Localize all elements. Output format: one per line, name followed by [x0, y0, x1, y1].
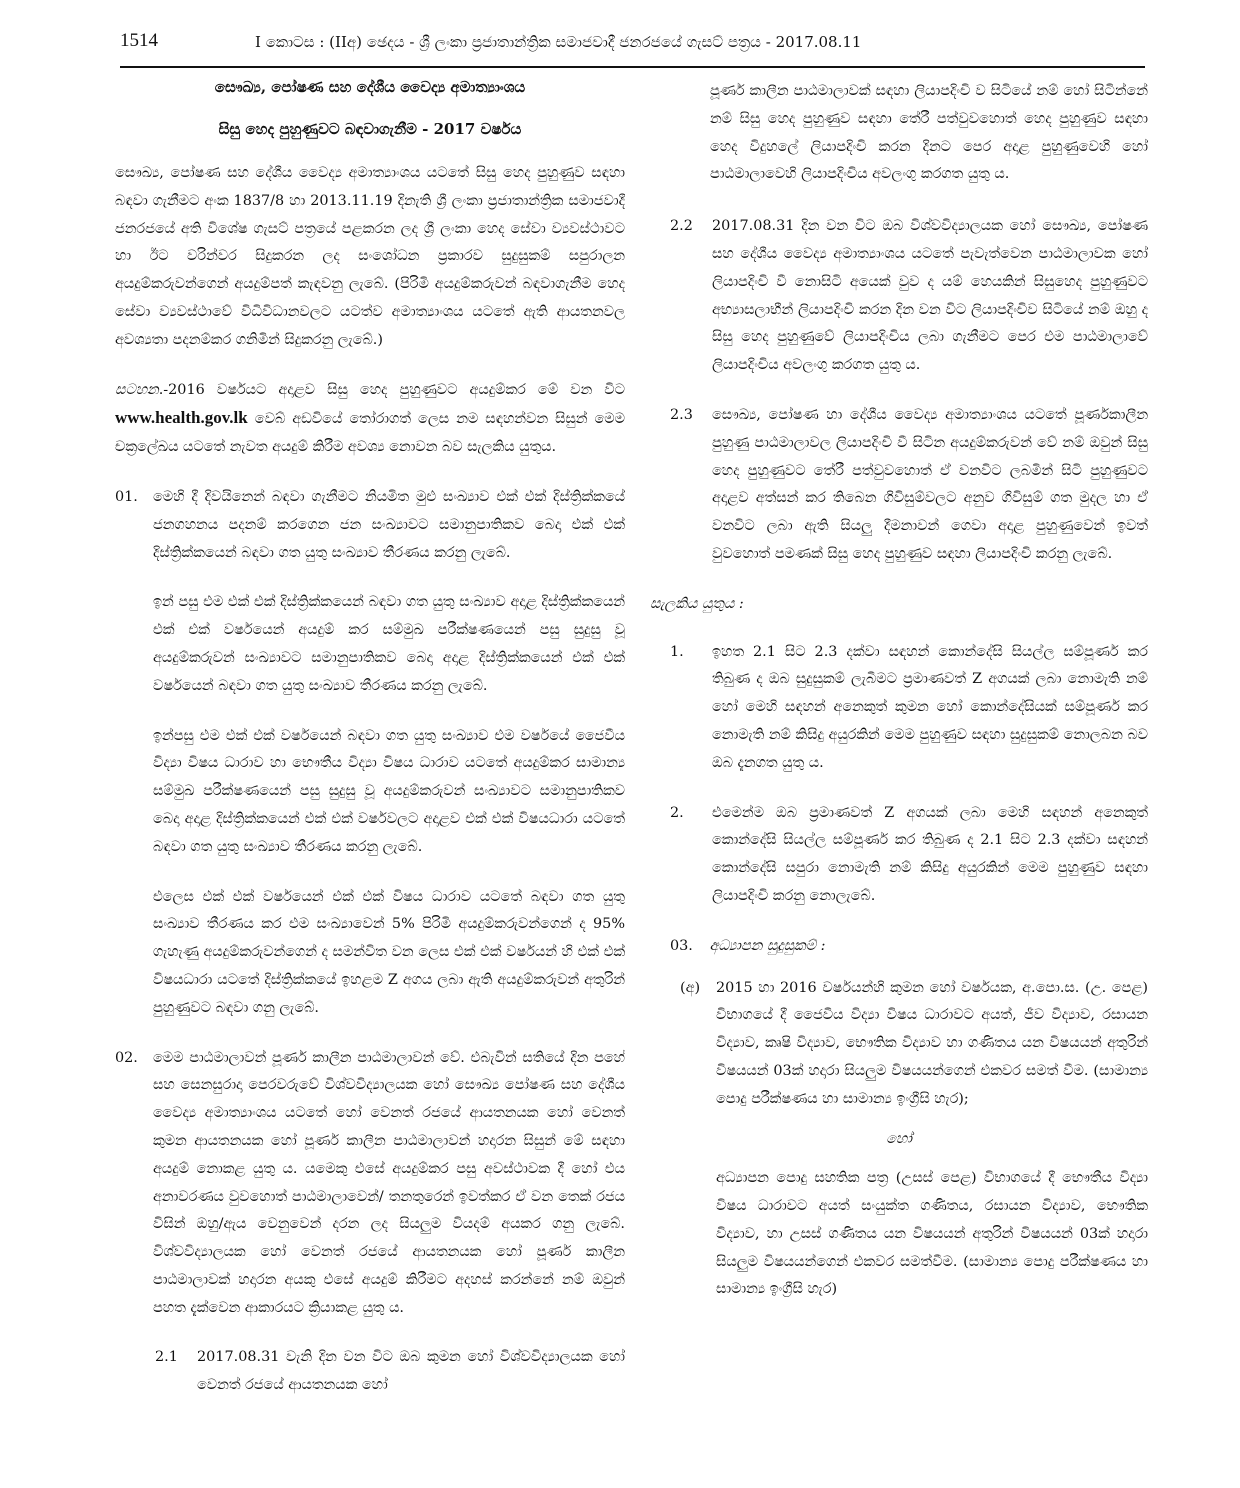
right-column	[650, 78, 1148, 1478]
ministry-title: සෞඛ්‍ය, පෝෂණ සහ දේශීය වෛද්‍ය අමාත්‍යාංශය	[214, 78, 526, 96]
subsection-2-2	[670, 213, 1148, 380]
section-paragraph: ඉන්පසු එම එක් එක් වර්ෂයෙන් බඳවා ගත යුතු සංඛ්‍යාව එම වර්ෂයේ ජෛවීය විද්‍යා විෂය ධාරාව හා භෞතීය විද්‍යා විෂය ධාරාව යටතේ අයදුම්කර සාමාන්‍ය සම්මුඛ පරීක්ෂණයෙන් පසු සුදුසු වූ අයදුම්කරුවන් සංඛ්‍යාවට සමානුපාතිකව බෙදා අදාළ දිස්ත්‍රික්කයෙන් එක් එක් වර්ෂවලට අදාළව එක් එක් විෂයධාරා යටතේ බඳවා ගත යුතු සංඛ්‍යාව තීරණය කරනු ලැබේ.	[153, 727, 625, 855]
list-number: 2.	[670, 804, 684, 821]
page-number: 1514	[120, 30, 158, 51]
section-label: අධ්‍යාපන සුදුසුකම් :	[709, 937, 826, 954]
note-heading: සැලකිය යුතුය :	[650, 595, 744, 612]
section-01	[115, 484, 625, 1023]
or-separator: හෝ	[886, 1130, 912, 1147]
subsection-text: සෞඛ්‍ය, පෝෂණ හා දේශීය වෛද්‍ය අමාත්‍යාංශය යටතේ පූර්ණකාලීන පුහුණු පාඨමාලාවල ලියාපදිංචි වී සිටින අයදුම්කරුවන් වේ නම් ඔවුන් සිසු හෙද පුහුණුවට තේරී පත්වුවහොත් ඒ වනවිට ලබමින් සිටි පුහුණුවට අදාළව අත්සන් කර තිබෙන ගිවිසුම්වලට අනුව ගිවිසුම් ගත මුදල හා ඒ වනවිට ලබා ඇති සියලු දීමනාවන් ගෙවා අදාළ පුහුණුවෙන් ඉවත් වුවහොත් පමණක් සිසු හෙද පුහුණුව සඳහා ලියාපදිංචි කරනු ලැබේ.	[712, 406, 1148, 562]
health-website-link[interactable]: www.health.gov.lk	[115, 408, 248, 428]
note-paragraph	[115, 377, 625, 462]
section-paragraph: ඉන් පසු එම එක් එක් දිස්ත්‍රික්කයෙන් බඳවා ගත යුතු සංඛ්‍යාව අදාළ දිස්ත්‍රික්කයෙන් එක් එක් වර්ෂයෙන් අයදුම් කර සම්මුඛ පරීක්ෂණයෙන් පසු සුදුසු වූ අයදුම්කරුවන් සංඛ්‍යාවට සමානුපාතිකව බෙදා අදාළ දිස්ත්‍රික්කයෙන් එක් එක් වර්ෂයෙන් බඳවා ගත යුතු සංඛ්‍යාව තීරණය කරනු ලැබේ.	[153, 594, 625, 694]
list-letter: (අ)	[680, 979, 701, 996]
list-number: 1.	[670, 643, 684, 660]
subsection-number: 2.2	[670, 218, 693, 235]
section-paragraph: මෙම පාඨමාලාවන් පූර්ණ කාලීන පාඨමාලාවන් වේ. එබැවින් සතියේ දින පහේ සහ සෙනසුරාදා පෙරවරුවේ විශ්වවිද්‍යාලයක හෝ සෞඛ්‍ය පෝෂණ සහ දේශීය වෛද්‍ය අමාත්‍යාංශය යටතේ හෝ වෙනත් රජයේ ආයතනයක හෝ වෙනත් කුමන ආයතනයක හෝ පූර්ණ කාලීන පාඨමාලාවන් හදාරන සිසුන් මේ සඳහා අයදුම් නොකළ යුතු ය. යමෙකු එසේ අයදුම්කර පසු අවස්ථාවක දී හෝ එය අනාවරණය වුවහොත් පාඨමාලාවෙන්/ තනතුරෙන් ඉවත්කර ඒ වන තෙක් රජය විසින් ඔහු/ඇය වෙනුවෙන් දරන ලද සියලුම වියදම් අයකර ගනු ලැබේ. විශ්වවිද්‍යාලයක හෝ වෙනත් රජයේ ආයතනයක හෝ පූර්ණ කාලීන පාඨමාලාවක් හදාරන අයකු එසේ අයදුම් කිරීමට අදහස් කරන්නේ නම් ඔවුන් පහත දැක්වෙන ආකාරයට ක්‍රියාකළ යුතු ය.	[153, 1049, 625, 1316]
section-number: 02.	[115, 1049, 138, 1066]
subsection-number: 2.1	[155, 1349, 178, 1366]
list-text: ඉහත 2.1 සිට 2.3 දක්වා සඳහන් කොන්දේසි සියල්ල සම්පූර්ණ කර තිබුණ ද ඔබ සුදුසුකම් ලැබීමට ප්‍රමාණවත් Z අගයක් ලබා නොමැති නම් හෝ මෙහි සඳහන් අනෙකුත් කුමන හෝ කොන්දේසියක් සම්පූර්ණ කර නොමැති නම් කිසිදු අයුරකින් මෙම පුහුණුව සඳහා සුදුසුකම් නොලබන බව ඔබ දැනගත යුතු ය.	[712, 643, 1148, 771]
note-item-1	[670, 639, 1148, 778]
page-header	[120, 30, 1145, 66]
qualification-a	[680, 975, 1148, 1114]
subsection-text: 2017.08.31 දින වන විට ඔබ විශ්වවිද්‍යාලයක හෝ සෞඛ්‍ය, පෝෂණ සහ දේශීය වෛද්‍ය අමාත්‍යාංශය යටතේ පැවැත්වෙන පාඨමාලාවක හෝ ලියාපදිංචි වී නොසිටි අයෙක් වුව ද යම් හෙයකින් සිසුහෙද පුහුණුවට අභ්‍යාසලාභීන් ලියාපදිංචි කරන දින වන විට ලියාපදිංචිව සිටියේ නම් ඔහු ද සිසු හෙද පුහුණුවේ ලියාපදිංචිය ලබා ගැනීමට පෙර එම පාඨමාලාවේ ලියාපදිංචිය අවලංගු කරගත යුතු ය.	[712, 218, 1148, 374]
list-text: 2015 හා 2016 වර්ෂයන්හි කුමන හෝ වර්ෂයක, අ.පො.ස. (උ. පෙළ) විභාගයේ දී ජෛවීය විද්‍යා විෂය ධාරාවට අයත්, ජීව විද්‍යාව, රසායන විද්‍යාව, කෘෂි විද්‍යාව, භෞතික විද්‍යාව හා ගණිතය යන විෂයයන් අතුරින් විෂයයන් 03ක් හදාරා සියලුම විෂයයන්ගෙන් එකවර සමත් වීම. (සාමාන්‍ය පොදු පරීක්ෂණය හා සාමාන්‍ය ඉංග්‍රීසි හැර);	[716, 979, 1148, 1107]
notice-subtitle: සිසු හෙද පුහුණුවට බඳවාගැනීම - 2017 වර්ෂය	[218, 120, 522, 138]
subsection-2-1	[155, 1344, 625, 1400]
section-number: 01.	[115, 488, 138, 505]
header-rule	[120, 66, 1145, 68]
subsection-2-1-continued: පූර්ණ කාලීන පාඨමාලාවක් සඳහා ලියාපදිංචි ව සිටියේ නම් හෝ සිටින්නේ නම් සිසු හෙද පුහුණුව සඳහා තේරී පත්වුවහොත් හෙද පුහුණුව සඳහා හෙද විදුහලේ ලියාපදිංචි කරන දිනට පෙර අදාළ පුහුණුවෙහි හෝ පාඨමාලාවෙහි ලියාපදිංචිය අවලංගු කරගත යුතු ය.	[710, 83, 1148, 183]
qualification-alternative: අධ්‍යාපන පොදු සහතික පත්‍ර (උසස් පෙළ) විභාගයේ දී භෞතීය විද්‍යා විෂය ධාරාවට අයත් සංයුක්ත ගණිතය, රසායන විද්‍යාව, භෞතික විද්‍යාව, හා උසස් ගණිතය යන විෂයයන් අතුරින් විෂයයන් 03ක් හදාරා සියලුම විෂයයන්ගෙන් එකවර සමත්වීම. (සාමාන්‍ය පොදු පරීක්ෂණය හා සාමාන්‍ය ඉංග්‍රීසි හැර)	[716, 1170, 1148, 1298]
note-label: සටහන	[115, 381, 159, 398]
subsection-2-3	[670, 402, 1148, 569]
list-text: එමෙන්ම ඔබ ප්‍රමාණවත් Z අගයක් ලබා මෙහි සඳහන් අනෙකුත් කොන්දේසි සියල්ල සම්පූර්ණ කර තිබුණ ද 2.1 සිට 2.3 දක්වා සඳහන් කොන්දේසි සපුරා නොමැති නම් කිසිදු අයුරකින් මෙම පුහුණුව සඳහා ලියාපදිංචි කරනු නොලැබේ.	[712, 804, 1148, 904]
section-paragraph: මෙහි දී දිවයිනෙන් බඳවා ගැනීමට නියමිත මුළු සංඛ්‍යාව එක් එක් දිස්ත්‍රික්කයේ ජනගහනය පදනම් කරගෙන ජන සංඛ්‍යාවට සමානුපාතිකව බෙදා එක් එක් දිස්ත්‍රික්කයෙන් බඳවා ගත යුතු සංඛ්‍යාව තීරණය කරනු ලැබේ.	[153, 488, 625, 561]
intro-paragraph: සෞඛ්‍ය, පෝෂණ සහ දේශීය වෛද්‍ය අමාත්‍යාංශය යටතේ සිසු හෙද පුහුණුව සඳහා බඳවා ගැනීමට අංක 1837/8 හා 2013.11.19 දිනැති ශ්‍රී ලංකා ප්‍රජාතාන්ත්‍රික සමාජවාදී ජනරජයේ අති විශේෂ ගැසට් පත්‍රයේ පළකරන ලද ශ්‍රී ලංකා හෙද සේවා ව්‍යවස්ථාවට හා ඊට වරින්වර සිදුකරන ලද සංශෝධන ප්‍රකාරව සුදුසුකම් සපුරාලන අයදුම්කරුවන්ගෙන් අයදුම්පත් කැඳවනු ලැබේ. (පිරිමි අයදුම්කරුවන් බඳවාගැනීම හෙද සේවා ව්‍යවස්ථාවේ විධිවිධානවලට යටත්ව අමාත්‍යාංශය යටතේ ඇති ආයතනවල අවශ්‍යතා පදනම්කර ගනිමින් සිදුකරනු ලැබේ.)	[115, 165, 625, 348]
note-rest: වෙබ් අඩවියේ තෝරාගත් ලෙස නම සඳහන්වන සිසුන් මෙම චක්‍රලේඛය යටතේ නැවත අයදුම් කිරීම අවශ්‍ය නොවන බව සැලකිය යුතුය.	[115, 411, 625, 456]
left-column	[115, 78, 625, 1478]
subsection-text: 2017.08.31 වැනි දින වන විට ඔබ කුමන හෝ විශ්වවිද්‍යාලයක හෝ වෙනත් රජයේ ආයතනයක හෝ	[197, 1349, 625, 1394]
section-02	[115, 1045, 625, 1323]
note-item-2	[670, 800, 1148, 911]
note-text: .-2016 වර්ෂයට අදාළව සිසු හෙද පුහුණුවට අයදුම්කර මේ වන විට	[158, 381, 625, 398]
running-head: I කොටස : (IIඅ) ඡෙදය - ශ්‍රී ලංකා ප්‍රජාතාන්ත්‍රික සමාජවාදී ජනරජයේ ගැසට් පත්‍රය - 2017.08.11	[255, 33, 862, 51]
section-03-heading	[670, 933, 1148, 961]
section-number: 03.	[670, 937, 693, 954]
section-paragraph: එලෙස එක් එක් වර්ෂයෙන් එක් එක් විෂය ධාරාව යටතේ බඳවා ගත යුතු සංඛ්‍යාව තීරණය කර එම සංඛ්‍යාවෙන් 5% පිරිමි අයදුම්කරුවන්ගෙන් ද 95% ගැහැණු අයදුම්කරුවන්ගෙන් ද සමන්විත වන ලෙස එක් එක් වර්ෂයන් හි එක් එක් විෂයධාරා යටතේ දිස්ත්‍රික්කයේ ඉහළම Z අගය ලබා ඇති අයදුම්කරුවන් අතුරින් පුහුණුවට බඳවා ගනු ලැබේ.	[153, 888, 625, 1016]
subsection-number: 2.3	[670, 406, 693, 423]
